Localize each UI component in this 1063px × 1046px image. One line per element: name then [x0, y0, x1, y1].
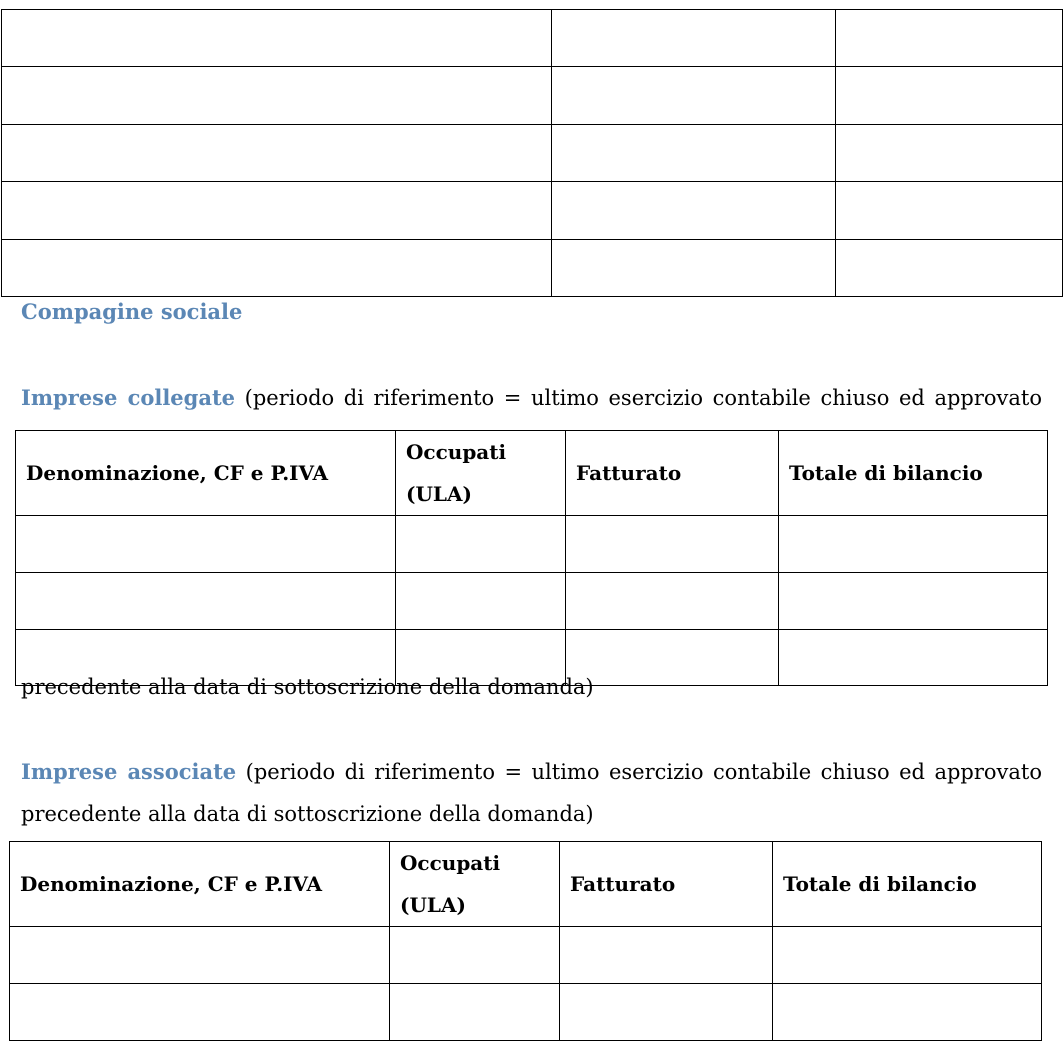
col-header-denominazione: Denominazione, CF e P.IVA [10, 842, 390, 927]
table-row [2, 125, 1063, 182]
table-cell[interactable] [16, 573, 396, 630]
table-cell[interactable] [566, 630, 779, 686]
table-row [2, 10, 1063, 67]
col-header-fatturato: Fatturato [566, 431, 779, 516]
table-header-row [16, 431, 1048, 516]
col-header-fatturato: Fatturato [560, 842, 773, 927]
table-cell[interactable] [560, 984, 773, 1041]
table-row [10, 984, 1042, 1041]
table-cell[interactable] [836, 240, 1063, 297]
col-header-occupati [396, 431, 566, 516]
associate-intro-line1 [21, 750, 1042, 794]
table-cell[interactable] [779, 630, 1048, 686]
collegate-table [15, 430, 1048, 686]
table-cell[interactable] [10, 984, 390, 1041]
compagine-table [1, 9, 1063, 297]
table-cell[interactable] [779, 516, 1048, 573]
table-cell[interactable] [773, 927, 1042, 984]
table-cell[interactable] [390, 984, 560, 1041]
col-header-occupati-line2: (ULA) [406, 482, 472, 506]
col-header-occupati-line1: Occupati [406, 440, 507, 464]
table-cell[interactable] [552, 240, 836, 297]
col-header-occupati [390, 842, 560, 927]
table-header-row [10, 842, 1042, 927]
col-header-occupati-line1: Occupati [400, 851, 501, 875]
table-cell[interactable] [396, 573, 566, 630]
table-cell[interactable] [566, 516, 779, 573]
table-cell[interactable] [2, 10, 552, 67]
collegate-intro-line2: precedente alla data di sottoscrizione della domanda) [21, 675, 594, 699]
table-cell[interactable] [836, 10, 1063, 67]
table-cell[interactable] [836, 182, 1063, 240]
table-cell[interactable] [10, 927, 390, 984]
table-cell[interactable] [836, 125, 1063, 182]
compagine-heading: Compagine sociale [21, 299, 243, 324]
table-row [2, 182, 1063, 240]
table-cell[interactable] [390, 927, 560, 984]
associate-intro-line2: precedente alla data di sottoscrizione della domanda) [21, 802, 594, 826]
col-header-occupati-line2: (ULA) [400, 893, 466, 917]
table-row [16, 516, 1048, 573]
table-row [2, 240, 1063, 297]
table-row [16, 573, 1048, 630]
table-cell[interactable] [566, 573, 779, 630]
table-cell[interactable] [16, 516, 396, 573]
table-cell[interactable] [560, 927, 773, 984]
table-cell[interactable] [2, 182, 552, 240]
table-row [10, 927, 1042, 984]
table-cell[interactable] [2, 67, 552, 125]
associate-heading: Imprese associate [21, 759, 237, 784]
associate-intro-text: (periodo di riferimento = ultimo esercizio contabile chiuso ed approvato [245, 760, 1043, 784]
table-cell[interactable] [552, 182, 836, 240]
table-cell[interactable] [2, 240, 552, 297]
table-cell[interactable] [552, 125, 836, 182]
col-header-denominazione: Denominazione, CF e P.IVA [16, 431, 396, 516]
table-cell[interactable] [836, 67, 1063, 125]
associate-table [9, 841, 1042, 1041]
collegate-intro-text: (periodo di riferimento = ultimo esercizio contabile chiuso ed approvato [244, 386, 1042, 410]
col-header-totale: Totale di bilancio [779, 431, 1048, 516]
collegate-intro-line1 [21, 376, 1042, 420]
table-cell[interactable] [552, 10, 836, 67]
table-cell[interactable] [552, 67, 836, 125]
collegate-heading: Imprese collegate [21, 385, 236, 410]
table-cell[interactable] [2, 125, 552, 182]
table-cell[interactable] [396, 516, 566, 573]
col-header-totale: Totale di bilancio [773, 842, 1042, 927]
table-cell[interactable] [779, 573, 1048, 630]
table-row [2, 67, 1063, 125]
table-cell[interactable] [773, 984, 1042, 1041]
